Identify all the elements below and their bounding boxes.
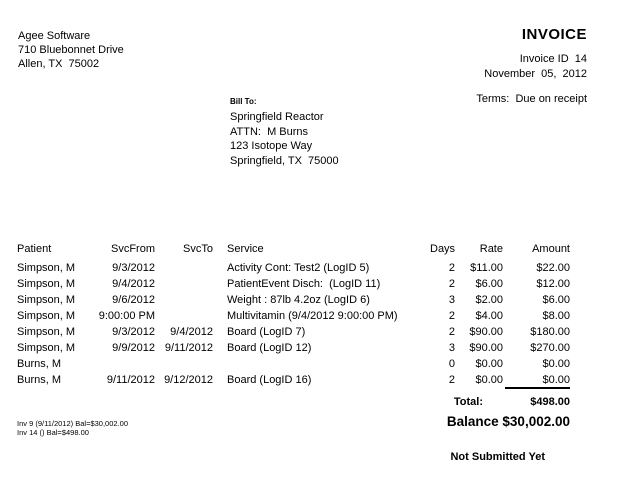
cell-rate: $0.00 bbox=[475, 358, 503, 370]
cell-patient: Simpson, M bbox=[17, 326, 76, 338]
cell-days: 2 bbox=[448, 374, 455, 386]
invoice-terms: Terms: Due on receipt bbox=[476, 93, 587, 105]
invoice-table-rows bbox=[17, 260, 570, 388]
balance-due: Balance $30,002.00 bbox=[446, 414, 570, 429]
sender-city: Allen, TX 75002 bbox=[18, 58, 100, 70]
cell-days: 2 bbox=[448, 278, 455, 290]
column-header-service: Service bbox=[227, 243, 264, 255]
cell-amount: $22.00 bbox=[536, 262, 570, 274]
cell-amount: $8.00 bbox=[542, 310, 570, 322]
cell-svc_to: 9/12/2012 bbox=[164, 374, 213, 386]
cell-patient: Burns, M bbox=[17, 374, 62, 386]
cell-svc_from: 9/6/2012 bbox=[112, 294, 155, 306]
cell-svc_from bbox=[90, 356, 155, 372]
cell-svc_from: 9/11/2012 bbox=[106, 374, 155, 386]
invoice-title: INVOICE bbox=[521, 26, 587, 43]
cell-svc_to: 9/4/2012 bbox=[170, 326, 213, 338]
cell-days: 3 bbox=[448, 342, 455, 354]
table-header-row bbox=[17, 241, 570, 257]
cell-svc_to bbox=[155, 260, 213, 276]
cell-patient: Simpson, M bbox=[17, 310, 76, 322]
cell-amount: $12.00 bbox=[536, 278, 570, 290]
cell-days: 2 bbox=[448, 310, 455, 322]
cell-service: Board (LogID 12) bbox=[227, 342, 312, 354]
submission-status: Not Submitted Yet bbox=[450, 451, 545, 463]
cell-service: PatientEvent Disch: (LogID 11) bbox=[227, 278, 381, 290]
cell-amount: $6.00 bbox=[542, 294, 570, 306]
column-header-days: Days bbox=[430, 243, 456, 255]
cell-days: 3 bbox=[448, 294, 455, 306]
cell-service: Multivitamin (9/4/2012 9:00:00 PM) bbox=[227, 310, 398, 322]
total-label: Total: bbox=[453, 396, 483, 408]
sender-address bbox=[18, 29, 124, 71]
table-row bbox=[17, 324, 570, 340]
cell-rate: $6.00 bbox=[475, 278, 503, 290]
cell-svc_to bbox=[155, 356, 213, 372]
invoice-date: November 05, 2012 bbox=[484, 68, 587, 80]
bill-to-city: Springfield, TX 75000 bbox=[230, 154, 339, 167]
bill-to-attn: ATTN: M Burns bbox=[230, 125, 309, 138]
column-header-svcfrom: SvcFrom bbox=[111, 243, 155, 255]
cell-service: Board (LogID 16) bbox=[227, 374, 312, 386]
cell-amount: $0.00 bbox=[542, 374, 570, 386]
cell-patient: Simpson, M bbox=[17, 294, 76, 306]
invoice-id: Invoice ID 14 bbox=[519, 53, 587, 65]
footnote-line: Inv 14 () Bal=$498.00 bbox=[17, 428, 89, 437]
table-row bbox=[17, 308, 570, 324]
table-row bbox=[17, 372, 570, 388]
invoice-footnotes bbox=[17, 419, 128, 437]
cell-service: Board (LogID 7) bbox=[227, 326, 306, 338]
bill-to-label: Bill To: bbox=[230, 97, 257, 106]
sender-street: 710 Bluebonnet Drive bbox=[18, 44, 124, 56]
invoice-table bbox=[17, 241, 570, 388]
cell-svc_to bbox=[155, 292, 213, 308]
cell-service: Weight : 87lb 4.2oz (LogID 6) bbox=[227, 294, 370, 306]
table-row bbox=[17, 356, 570, 372]
cell-svc_from: 9:00:00 PM bbox=[98, 310, 155, 322]
cell-patient: Burns, M bbox=[17, 358, 62, 370]
cell-svc_to: 9/11/2012 bbox=[164, 342, 213, 354]
cell-patient: Simpson, M bbox=[17, 262, 76, 274]
cell-svc_from: 9/4/2012 bbox=[112, 278, 155, 290]
column-header-svcto: SvcTo bbox=[183, 243, 213, 255]
cell-svc_from: 9/3/2012 bbox=[112, 262, 155, 274]
bill-to-address bbox=[230, 110, 339, 168]
cell-rate: $2.00 bbox=[475, 294, 503, 306]
cell-svc_to bbox=[155, 308, 213, 324]
cell-service bbox=[213, 356, 430, 372]
table-row bbox=[17, 340, 570, 356]
footnote-line: Inv 9 (9/11/2012) Bal=$30,002.00 bbox=[17, 419, 128, 428]
cell-amount: $270.00 bbox=[530, 342, 570, 354]
cell-days: 2 bbox=[448, 262, 455, 274]
bill-to-name: Springfield Reactor bbox=[230, 111, 324, 123]
column-header-amount: Amount bbox=[532, 243, 570, 255]
total-rule-line bbox=[505, 387, 570, 389]
cell-rate: $90.00 bbox=[469, 342, 503, 354]
cell-days: 2 bbox=[448, 326, 455, 338]
cell-rate: $11.00 bbox=[470, 262, 503, 274]
sender-name: Agee Software bbox=[18, 30, 91, 42]
bill-to-street: 123 Isotope Way bbox=[230, 140, 313, 152]
table-row bbox=[17, 276, 570, 292]
cell-days: 0 bbox=[448, 358, 455, 370]
table-row bbox=[17, 292, 570, 308]
table-row bbox=[17, 260, 570, 276]
total-amount: $498.00 bbox=[530, 396, 570, 408]
cell-svc_to bbox=[155, 276, 213, 292]
cell-svc_from: 9/9/2012 bbox=[112, 342, 155, 354]
cell-rate: $4.00 bbox=[475, 310, 503, 322]
cell-amount: $0.00 bbox=[542, 358, 570, 370]
cell-service: Activity Cont: Test2 (LogID 5) bbox=[227, 262, 370, 274]
cell-patient: Simpson, M bbox=[17, 278, 76, 290]
cell-rate: $90.00 bbox=[469, 326, 503, 338]
cell-rate: $0.00 bbox=[475, 374, 503, 386]
column-header-rate: Rate bbox=[479, 243, 503, 255]
column-header-patient: Patient bbox=[17, 243, 52, 255]
cell-amount: $180.00 bbox=[530, 326, 570, 338]
cell-patient: Simpson, M bbox=[17, 342, 76, 354]
cell-svc_from: 9/3/2012 bbox=[112, 326, 155, 338]
